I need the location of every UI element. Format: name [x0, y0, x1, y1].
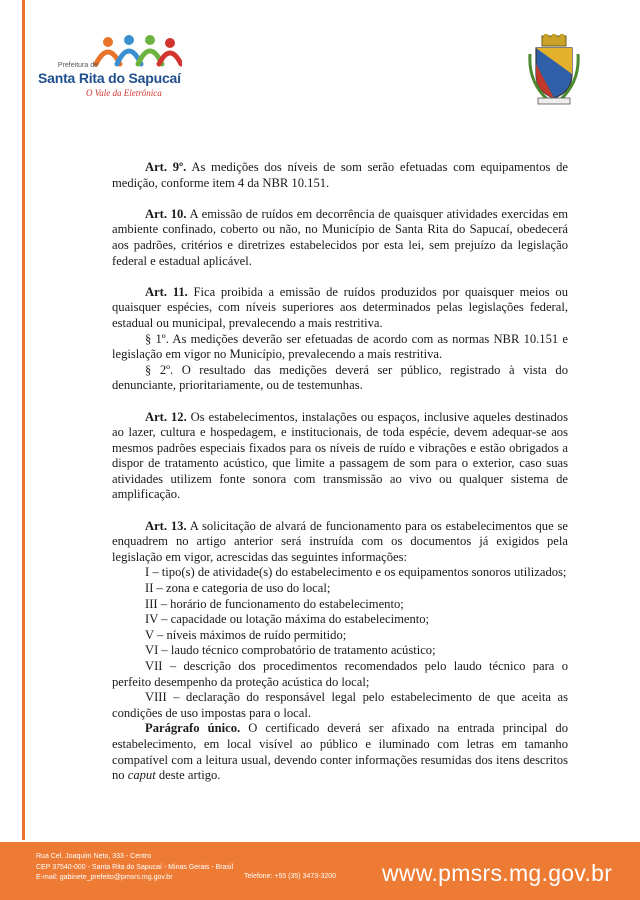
footer-cep: CEP 37540-000 - Santa Rita do Sapucaí - Minas Gerais - Brasil [36, 863, 234, 871]
footer-phone: Telefone: +55 (35) 3473-3200 [244, 873, 337, 880]
footer-website: www.pmsrs.mg.gov.br [382, 860, 613, 886]
article-10-text: A emissão de ruídos em decorrência de quaisquer atividades exercidas em ambiente confinado, coberto ou não, no Município de Santa Rita do Sapucaí, obedecerá aos padrões, critérios e diretrizes estabelecidos por esta lei, sem prejuízo da legislação federal e estadual aplicável. [112, 206, 569, 268]
left-margin-bar [22, 0, 25, 840]
article-10 [112, 207, 568, 269]
article-12 [112, 410, 568, 504]
article-12-text: Os estabelecimentos, instalações ou espaços, inclusive aqueles destinados ao lazer, cultura e hospedagem, e institucionais, de toda espécie, devem adequar-se aos mesmos padrões especiais fixados para os níveis de ruído e vibrações e estão obrigados a dispor de tratamento acústico, que limite a passagem de som para o exterior, caso suas atividades utilizem fonte sonora com transmissão ao vivo ou qualquer sistema de amplificação. [112, 409, 568, 502]
article-13 [112, 519, 568, 566]
document-body [112, 160, 568, 784]
article-9-label: Art. 9º. [145, 160, 187, 174]
article-13-item-8: VIII – declaração do responsável legal pelo estabelecimento de que aceita as condições de uso impostas para o local. [112, 690, 568, 720]
footer-email: E-mail: gabinete_prefeito@pmsrs.mg.gov.br [36, 874, 173, 881]
article-9-text: As medições dos níveis de som serão efetuadas com equipamentos de medição, conforme item 4 da NBR 10.151. [112, 160, 569, 190]
footer-contact [36, 852, 233, 884]
sole-paragraph-label: Parágrafo único. [145, 721, 241, 736]
sole-paragraph-text-end: deste artigo. [155, 768, 221, 783]
logo-tagline: O Vale da Eletrônica [86, 88, 162, 98]
article-12-label: Art. 12. [145, 409, 187, 424]
page-footer [0, 842, 640, 900]
article-13-label: Art. 13. [145, 518, 187, 533]
logo-city-name: Santa Rita do Sapucaí [38, 70, 181, 86]
article-13-item-4: IV – capacidade ou lotação máxima do estabelecimento; [145, 612, 430, 627]
sole-paragraph-text: O certificado deverá ser afixado na entrada principal do estabelecimento, em local visível ao público e iluminado com letras em tamanho compatível com a leitura usual, devendo conter informações resumidas dos itens descritos no [112, 721, 568, 783]
article-11-paragraph-1: § 1º. As medições deverão ser efetuadas de acordo com as normas NBR 10.151 e legislação em vigor no Município, prevalecendo a mais restritiva. [112, 331, 568, 362]
logo-prefix-text: Prefeitura de [57, 62, 98, 69]
footer-address: Rua Cel. Joaquim Neto, 333 - Centro [36, 853, 152, 860]
article-9 [112, 160, 568, 191]
article-11 [112, 285, 568, 332]
article-13-item-2: II – zona e categoria de uso do local; [145, 581, 331, 596]
article-11-paragraph-2: § 2º. O resultado das medições deverá ser público, registrado à vista do denunciante, prioritariamente, ou de testemunhas. [112, 362, 568, 393]
sole-paragraph-caput: caput [127, 768, 156, 783]
article-13-item-7: VII – descrição dos procedimentos recomendados pelo laudo técnico para o perfeito desempenho da proteção acústica do local; [112, 659, 568, 689]
article-13-item-6: VI – laudo técnico comprobatório de tratamento acústico; [145, 643, 436, 658]
article-10-label: Art. 10. [145, 206, 187, 221]
article-11-label: Art. 11. [145, 284, 188, 299]
article-13-item-5: V – níveis máximos de ruído permitido; [145, 627, 347, 642]
article-13-sole-paragraph [112, 721, 568, 783]
people-figures-icon [92, 34, 182, 70]
article-11-text: Fica proibida a emissão de ruídos produzidos por quaisquer meios ou quaisquer espécies, com níveis superiores aos determinados pelas legislações federal, estadual ou municipal, prevalecendo a mais restritiva. [112, 284, 568, 330]
coat-of-arms-icon [528, 34, 580, 106]
article-13-text: A solicitação de alvará de funcionamento para os estabelecimentos que se enquadrem no artigo anterior será instruída com os documentos já exigidos pela legislação em vigor, acrescidas das seguintes informações: [112, 518, 568, 564]
article-13-item-3: III – horário de funcionamento do estabelecimento; [145, 596, 404, 611]
article-13-item-1: I – tipo(s) de atividade(s) do estabelecimento e os equipamentos sonoros utilizados; [145, 565, 567, 580]
municipality-logo [38, 34, 188, 104]
